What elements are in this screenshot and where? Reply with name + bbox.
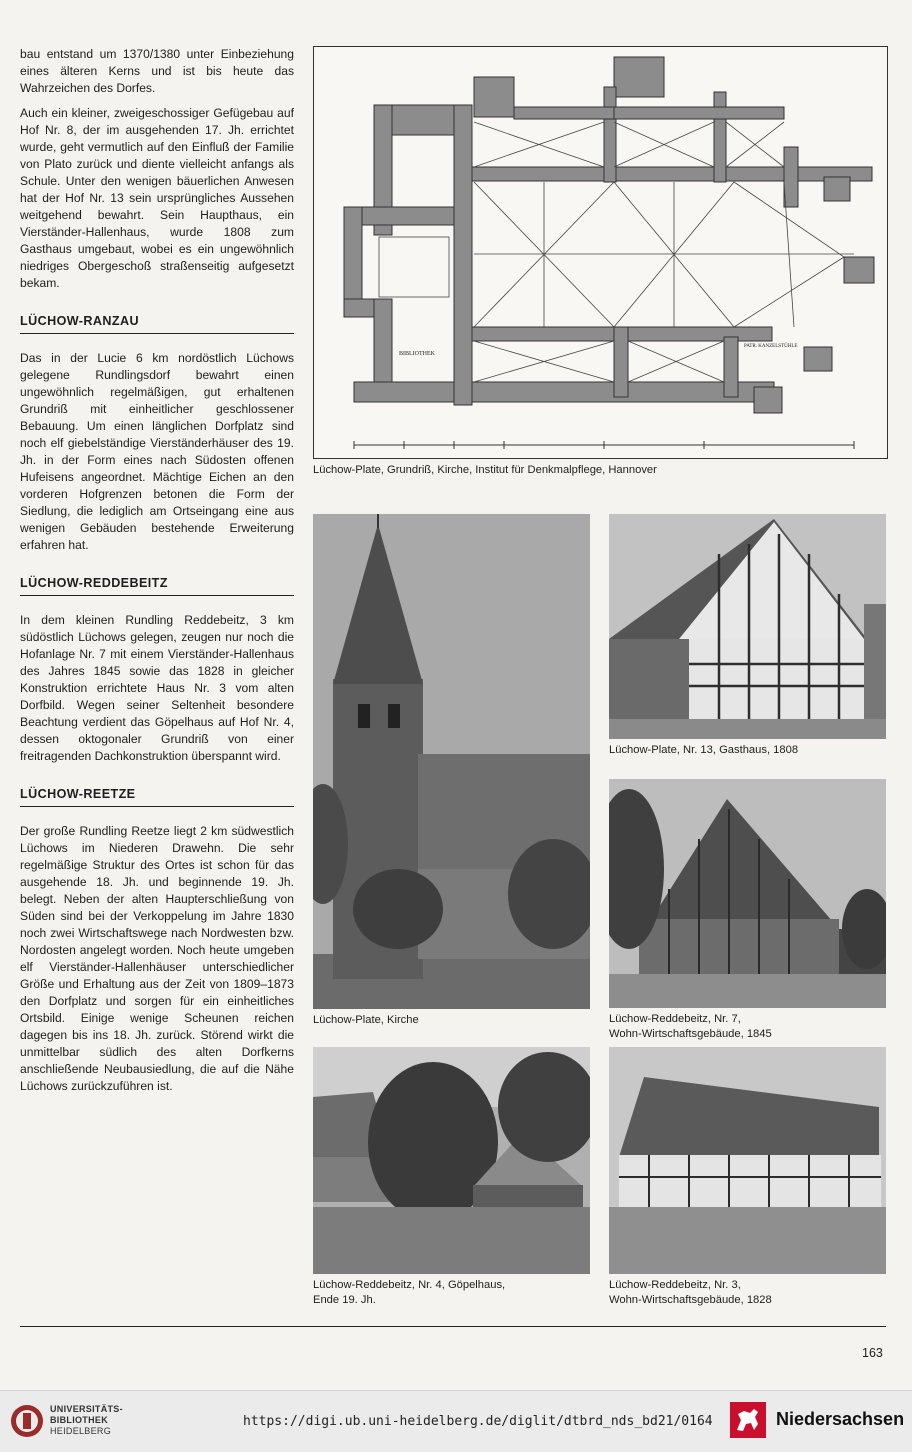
reddebeitz-7-photo-image [609,779,886,1008]
lower-saxony-name[interactable]: Niedersachsen [776,1409,905,1429]
plan-caption: Lüchow-Plate, Grundriß, Kirche, Institut für Denkmalpflege, Hannover [313,464,657,476]
goepelhaus-caption-line2: Ende 19. Jh. [313,1294,376,1306]
lower-saxony-horse-icon [728,1400,768,1440]
viewer-footer [0,1390,912,1452]
text-reetze: Der große Rundling Reetze liegt 2 km südwestlich Lüchows im Niederen Drawehn. Die sehr regelmäßige Struktur des Ortes ist schon für das ausgehende 18. Jh. und beginnende 19. Jh. belegt. Neben der alten Haupterschließung von Süden sind bei der Verkoppelung im Jahre 1830 noch zwei Wirtschaftswege nach Nordwesten bzw. Nordosten angelegt worden. Noch heute umgeben elf Vierständer-Hallenhäuser unterschiedlicher Größe und Erhaltung aus der Zeit von 1809–1873 den Dorfplatz und sorgen für ein einheitliches Ortsbild. Einige wenige Scheunen reichen dagegen bis ins 18. Jh. zurück. Störend wirkt die unmittelbar südlich des alten Dorfkerns anschließende Neubausiedlung, die auf die Nähe Lüchows zurückzuführen ist. [20,824,294,1093]
reddebeitz-3-caption-line2: Wohn-Wirtschaftsgebäude, 1828 [609,1294,772,1306]
bottom-rule [20,1326,886,1327]
church-floor-plan [313,46,888,459]
church-photo [313,514,590,1009]
church-photo-image [313,514,590,1009]
heading-reetze: LÜCHOW-REETZE [20,787,294,807]
heading-ranzau: LÜCHOW-RANZAU [20,314,294,334]
library-label: BIBLIOTHEK [399,351,435,357]
reddebeitz-3-photo [609,1047,886,1274]
gasthaus-photo [609,514,886,739]
pulpit-label: PATR. KANZELSTÜHLE [744,344,798,349]
intro-paragraph-2: Auch ein kleiner, zweigeschossiger Gefügebau auf Hof Nr. 8, der im ausgehenden 17. Jh. errichtet wurde, geht vermutlich auf den Einfluß der Familie von Plato zurück und diente vielleicht anfangs als Schule. Unter den wenigen bäuerlichen Anwesen hat der Hof Nr. 13 sein ursprüngliches Aussehen weitgehend bewahrt. Sein Haupthaus, ein Vierständer-Hallenhaus, wurde 1808 zum Gasthaus umgebaut, wobei es ein ungewöhnlich niedriges Obergeschoß straßenseitig aufgesetzt bekam. [20,106,294,290]
intro-paragraph-1: bau entstand um 1370/1380 unter Einbeziehung eines älteren Kerns und ist bis heute das Wahrzeichen des Dorfes. [20,47,294,95]
goepelhaus-caption-line1: Lüchow-Reddebeitz, Nr. 4, Göpelhaus, [313,1279,506,1291]
reddebeitz-3-caption [609,1278,772,1308]
library-line-3: HEIDELBERG [50,1426,112,1436]
floor-plan-drawing [314,47,888,459]
gasthaus-caption: Lüchow-Plate, Nr. 13, Gasthaus, 1808 [609,744,799,756]
university-library-seal-icon [10,1403,44,1439]
university-library-name[interactable] [50,1404,123,1437]
reddebeitz-7-photo [609,779,886,1008]
goepelhaus-photo-image [313,1047,590,1274]
church-caption: Lüchow-Plate, Kirche [313,1014,419,1026]
text-column [20,46,294,1103]
reddebeitz-3-caption-line1: Lüchow-Reddebeitz, Nr. 3, [609,1279,741,1291]
goepelhaus-photo [313,1047,590,1274]
scale-bar [354,441,854,449]
heading-reddebeitz: LÜCHOW-REDDEBEITZ [20,576,294,596]
goepelhaus-caption [313,1278,505,1308]
library-line-2: BIBLIOTHEK [50,1415,108,1425]
reddebeitz-7-caption-line2: Wohn-Wirtschaftsgebäude, 1845 [609,1028,772,1040]
reddebeitz-7-caption-line1: Lüchow-Reddebeitz, Nr. 7, [609,1013,741,1025]
reddebeitz-7-caption [609,1012,772,1042]
reddebeitz-3-photo-image [609,1047,886,1274]
text-ranzau: Das in der Lucie 6 km nordöstlich Lüchows gelegene Rundlingsdorf bewahrt einen ungewöhnlich regelmäßigen, gut erhaltenen Grundriß mit einheitlicher geschlossener Bebauung. Um einen länglichen Dorfplatz sind noch elf giebelständige Vierständerhäuser des 19. Jh. in der Form eines nach Südosten offenen Hufeisens angeordnet. Mächtige Eichen an den vorderen Hofgrenzen betonen die Form der Siedlung, die lediglich am Ortseingang eine aus wenigen Gebäuden bestehende Erweiterung erfahren hat. [20,351,294,552]
document-url-link[interactable]: https://digi.ub.uni-heidelberg.de/diglit/dtbrd_nds_bd21/0164 [243,1414,713,1429]
gasthaus-photo-image [609,514,886,739]
text-reddebeitz: In dem kleinen Rundling Reddebeitz, 3 km südöstlich Lüchows gelegen, zeugen nur noch die Hofanlage Nr. 7 mit einem Vierständer-Hallenhaus des Jahres 1845 sowie das 1828 in gleicher Konstruktion errichtete Haus Nr. 3 vom alten Dorfbild. Wegen seiner Seltenheit besondere Beachtung verdient das Göpelhaus auf Hof Nr. 4, dessen oktogonaler Grundriß von einer freitragenden Dachkonstruktion überspannt wird. [20,613,294,763]
page-number: 163 [862,1346,883,1360]
library-line-1: UNIVERSITÄTS- [50,1404,123,1414]
